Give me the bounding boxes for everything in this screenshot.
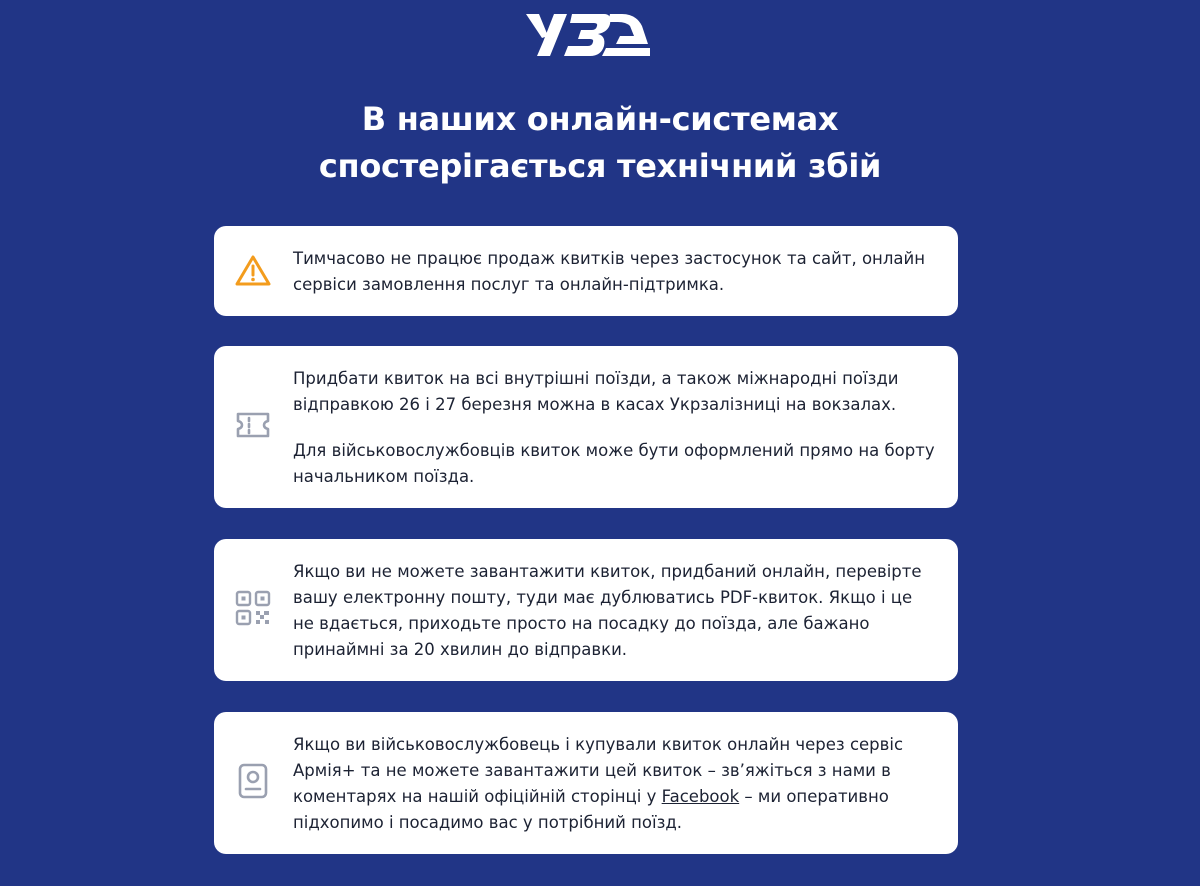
warning-icon <box>234 252 272 290</box>
notice-paragraph <box>293 732 938 836</box>
notice-card-pdf-ticket <box>214 539 958 681</box>
notice-text <box>293 732 938 836</box>
page-title-line-2: спостерігається технічний збій <box>318 147 882 185</box>
notice-text <box>293 366 938 490</box>
qr-code-icon <box>234 589 272 627</box>
notice-paragraph: Придбати квиток на всі внутрішні поїзди, а також міжнародні поїзди відправкою 26 і 27 березня можна в касах Укрзалізниці на вокзалах. <box>293 369 899 414</box>
notice-paragraph: Для військовослужбовців квиток може бути оформлений прямо на борту начальником поїзда. <box>293 441 935 486</box>
uz-logo <box>524 12 650 58</box>
page-title <box>0 96 1200 190</box>
notice-text <box>293 559 938 663</box>
notice-card-ticket-office <box>214 346 958 508</box>
facebook-link[interactable]: Facebook <box>661 787 740 806</box>
notice-paragraph: Якщо ви не можете завантажити квиток, придбаний онлайн, перевірте вашу електронну пошту, туди має дублюватись PDF-квиток. Якщо і це не вдається, приходьте просто на посадку до поїзда, але бажано принаймні за 20 хвилин до відправки. <box>293 562 922 659</box>
notice-text-after-link: – ми оперативно підхопимо і посадимо вас у потрібний поїзд. <box>293 787 889 832</box>
notice-card-sales-unavailable <box>214 226 958 316</box>
ticket-icon <box>234 406 272 444</box>
notice-card-military-army-plus <box>214 712 958 854</box>
page-title-line-1: В наших онлайн-системах <box>361 100 839 138</box>
notice-paragraph: Тимчасово не працює продаж квитків через застосунок та сайт, онлайн сервіси замовлення послуг та онлайн-підтримка. <box>293 249 926 294</box>
notice-text-before-link: Якщо ви військовослужбовець і купували квиток онлайн через сервіс Армія+ та не можете завантажити цей квиток – зв’яжіться з нами в коментарях на нашій офіційній сторінці у <box>293 735 904 806</box>
id-card-icon <box>234 762 272 800</box>
notice-text <box>293 246 938 298</box>
